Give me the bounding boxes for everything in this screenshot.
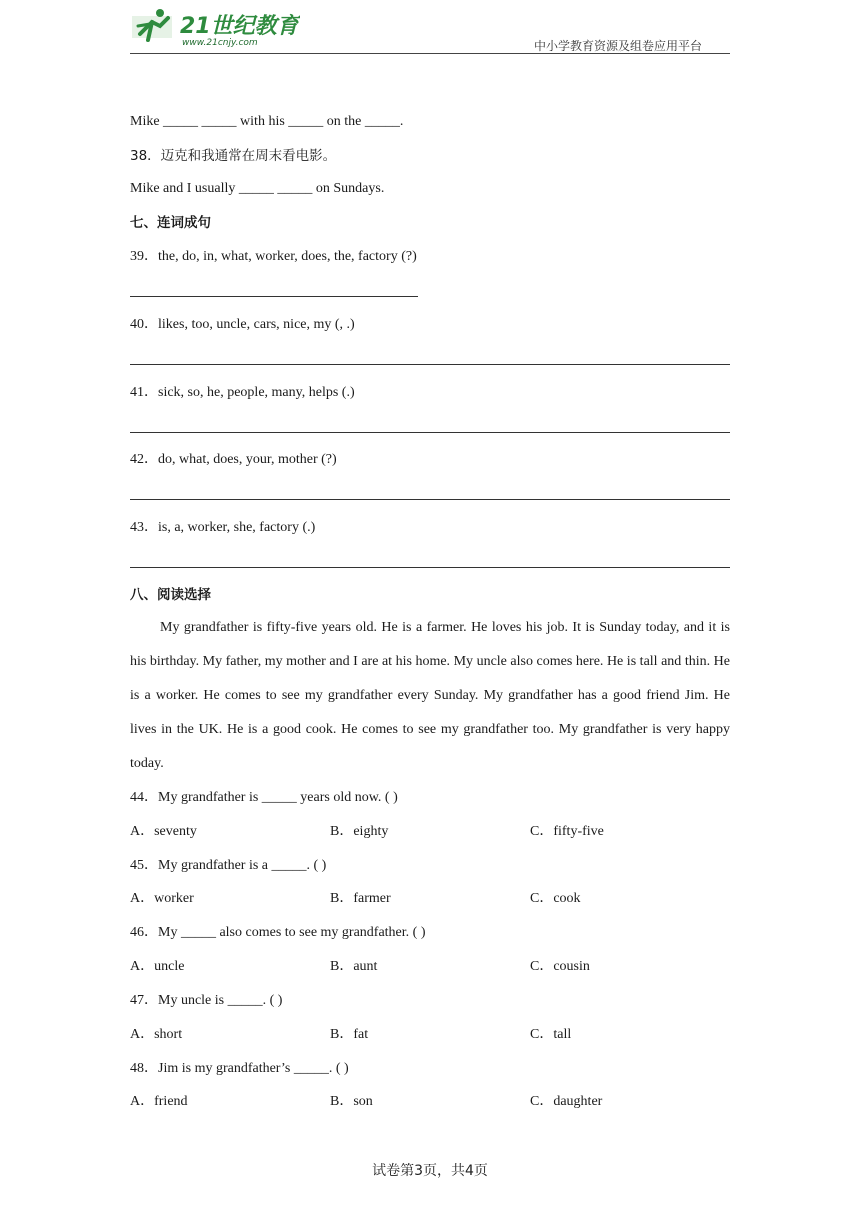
site-name: 中小学教育资源及组卷应用平台 xyxy=(534,39,703,53)
q47-option-c[interactable]: C．tall xyxy=(530,1027,572,1042)
answer-line-40[interactable] xyxy=(130,364,730,365)
question-39: 39．the, do, in, what, worker, does, the, factory (?) xyxy=(130,249,417,264)
q44-option-a[interactable]: A．seventy xyxy=(130,824,197,839)
runner-logo-icon xyxy=(130,4,300,48)
logo-url: www.21cnjy.com xyxy=(182,38,258,48)
page-number: 试卷第3页，共4页 xyxy=(372,1163,488,1179)
q46-option-c[interactable]: C．cousin xyxy=(530,959,590,974)
question-40: 40．likes, too, uncle, cars, nice, my (, .) xyxy=(130,317,355,332)
q46-option-b[interactable]: B．aunt xyxy=(330,959,378,974)
q45-option-c[interactable]: C．cook xyxy=(530,891,581,906)
answer-line-43[interactable] xyxy=(130,567,730,568)
fill-blank-line: Mike _____ _____ with his _____ on the _____. xyxy=(130,114,404,129)
question-42: 42．do, what, does, your, mother (?) xyxy=(130,452,337,467)
q46-option-a[interactable]: A．uncle xyxy=(130,959,185,974)
question-44: 44．My grandfather is _____ years old now. ( ) xyxy=(130,790,398,805)
q47-option-b[interactable]: B．fat xyxy=(330,1027,369,1042)
question-43: 43．is, a, worker, she, factory (.) xyxy=(130,520,316,535)
question-38-english: Mike and I usually _____ _____ on Sundays. xyxy=(130,181,385,196)
site-logo xyxy=(130,4,300,48)
q44-option-b[interactable]: B．eighty xyxy=(330,824,389,839)
reading-passage xyxy=(130,611,730,781)
q44-option-c[interactable]: C．fifty-five xyxy=(530,824,604,839)
header-divider xyxy=(130,53,730,54)
q48-option-b[interactable]: B．son xyxy=(330,1094,373,1109)
answer-line-42[interactable] xyxy=(130,499,730,500)
q45-option-b[interactable]: B．farmer xyxy=(330,891,391,906)
answer-line-41[interactable] xyxy=(130,432,730,433)
question-41: 41．sick, so, he, people, many, helps (.) xyxy=(130,385,355,400)
question-38-chinese: 38．迈克和我通常在周末看电影。 xyxy=(130,148,337,164)
q45-option-a[interactable]: A．worker xyxy=(130,891,194,906)
question-48: 48．Jim is my grandfather’s _____. ( ) xyxy=(130,1061,349,1076)
logo-text: 21世纪教育 xyxy=(180,14,299,39)
q47-option-a[interactable]: A．short xyxy=(130,1027,183,1042)
question-47: 47．My uncle is _____. ( ) xyxy=(130,993,283,1008)
section-7-title: 七、连词成句 xyxy=(130,215,211,231)
question-45: 45．My grandfather is a _____. ( ) xyxy=(130,858,327,873)
section-8-title: 八、阅读选择 xyxy=(130,587,211,603)
reading-passage-text: My grandfather is fifty-five years old. He is a farmer. He loves his job. It is Sunday today, and it is his birthday. My father, my mother and I are at his home. My uncle also comes here. He is tall and thin. He is a worker. He comes to see my grandfather every Sunday. My grandfather has a good friend Jim. He lives in the UK. He is a good cook. He comes to see my grandfather too. My grandfather is very happy today. xyxy=(130,620,730,771)
answer-line-39[interactable] xyxy=(130,296,418,297)
q48-option-c[interactable]: C．daughter xyxy=(530,1094,603,1109)
q48-option-a[interactable]: A．friend xyxy=(130,1094,188,1109)
question-46: 46．My _____ also comes to see my grandfather. ( ) xyxy=(130,925,426,940)
